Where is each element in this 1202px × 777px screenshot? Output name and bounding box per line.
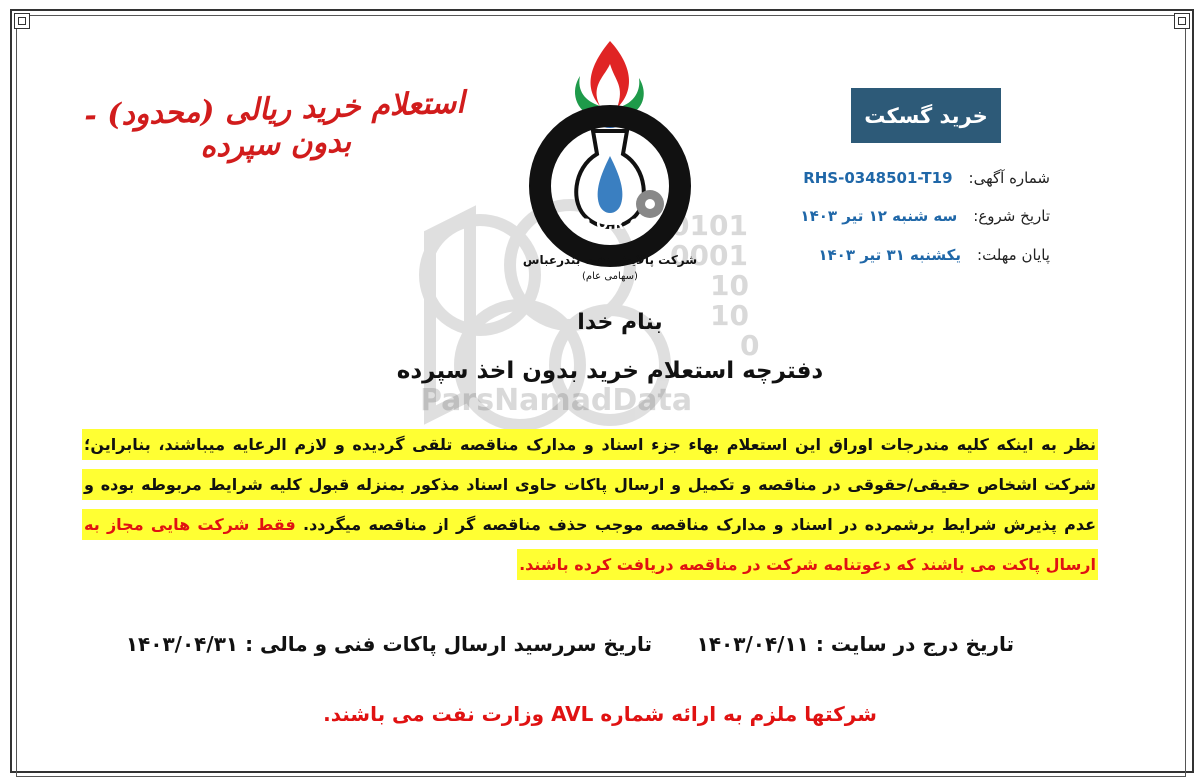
start-date-row	[800, 207, 1050, 225]
avl-requirement-note: شرکتها ملزم به ارائه شماره AVL وزارت نفت می باشند.	[323, 702, 877, 726]
basmala-heading: بنام خدا	[577, 310, 663, 335]
logo-company-name: شرکت پالایش نفت بندرعباس	[522, 253, 698, 267]
inquiry-title: استعلام خرید ریالی (محدود) - بدون سپرده	[83, 85, 466, 165]
svg-text:10: 10	[710, 269, 749, 302]
notice-number-row	[803, 169, 1050, 187]
terms-highlight	[82, 429, 1098, 580]
terms-emphasis: فقط شرکت هایی مجاز به ارسال پاکت می باشند که دعوتنامه شرکت در مناقصه دریافت کرده باشند.	[84, 515, 1096, 574]
start-date-value: سه شنبه ۱۲ تیر ۱۴۰۳	[800, 207, 958, 225]
deadline-value: یکشنبه ۳۱ تیر ۱۴۰۳	[818, 246, 962, 264]
logo-subtitle: (سهامی عام)	[582, 271, 638, 282]
borc-logo	[515, 36, 705, 286]
posted-date: تاریخ درج در سایت : ۱۴۰۳/۰۴/۱۱	[696, 632, 1014, 656]
svg-text:0: 0	[740, 329, 760, 362]
logo-initials: B.O.R.C	[580, 217, 640, 233]
svg-text:10: 10	[710, 299, 749, 332]
corner-ornament-left	[14, 13, 30, 29]
svg-text:0101: 0101	[670, 209, 748, 242]
svg-text:0001: 0001	[670, 239, 748, 272]
deadline-row	[818, 246, 1050, 264]
flame-red-icon	[591, 41, 629, 108]
terms-paragraph	[82, 425, 1098, 585]
watermark-text: ParsNamadData	[420, 383, 693, 418]
document-title: دفترچه استعلام خرید بدون اخذ سپرده	[396, 358, 824, 384]
notice-number-value: RHS-0348501-T19	[803, 169, 953, 187]
category-badge: خرید گسکت	[851, 88, 1001, 143]
deadline-label: پایان مهلت:	[977, 246, 1050, 264]
start-date-label: تاریخ شروع:	[973, 207, 1050, 225]
corner-ornament-right	[1174, 13, 1190, 29]
terms-text: نظر به اینکه کلیه مندرجات اوراق این استعلام بهاء جزء اسناد و مدارک مناقصه تلقی گردیده و لازم الرعایه میباشند، بنابراین؛ شرکت اشخاص حقیقی/حقوقی در مناقصه و تکمیل و ارسال پاکات حاوی اسناد مذکور بمنزله قبول کلیه شرایط مربوطه بوده و عدم پذیرش شرایط برشمرده در اسناد و مدارک مناقصه موجب حذف مناقصه گر از مناقصه میگردد.	[84, 435, 1096, 534]
submission-deadline: تاریخ سررسید ارسال پاکات فنی و مالی : ۱۴۰۳/۰۴/۳۱	[125, 632, 652, 656]
notice-number-label: شماره آگهی:	[968, 169, 1050, 187]
